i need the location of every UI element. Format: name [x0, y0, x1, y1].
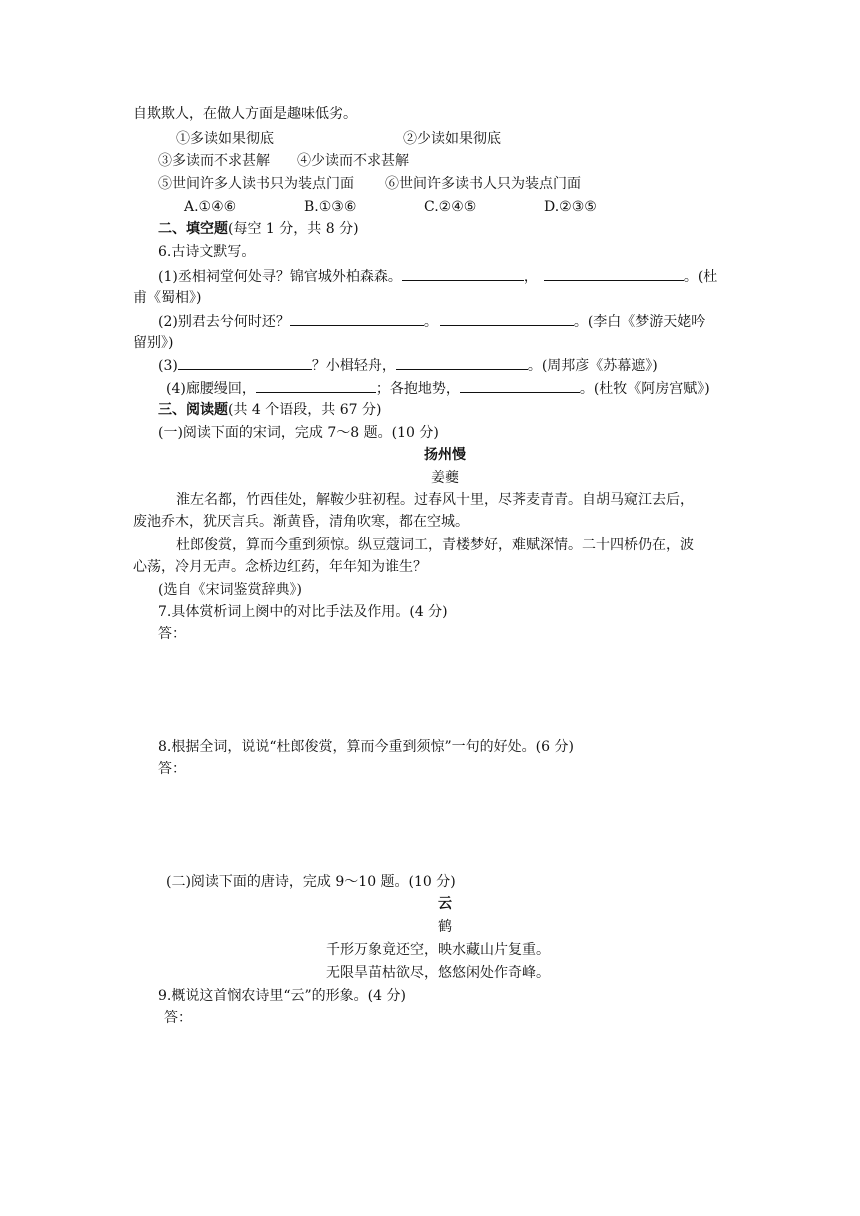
- q5-option-b: B.①③⑥: [304, 199, 357, 215]
- part1-intro: (一)阅读下面的宋词，完成 7～8 题。(10 分): [158, 425, 439, 441]
- q6-line-4-cite: 。(杜牧《阿房宫赋》): [579, 381, 710, 397]
- answer-blank-8[interactable]: [460, 378, 580, 393]
- q6-line-2-sep: 。: [423, 314, 438, 330]
- q6-line-2-text: (2)别君去兮何时还？: [158, 314, 290, 330]
- q5-option-a: A.①④⑥: [184, 199, 237, 215]
- poem1-para1-line1: 淮左名都，竹西佳处，解鞍少驻初程。过春风十里，尽荠麦青青。自胡马窥江去后，: [176, 492, 694, 508]
- q6-line-2: [158, 311, 705, 332]
- section2-note: (每空 1 分，共 8 分): [228, 221, 359, 237]
- answer-blank-1[interactable]: [402, 266, 524, 281]
- poem2-author: 鹤: [438, 919, 452, 935]
- q5-item-2: ②少读如果彻底: [403, 131, 501, 147]
- q7-answer-label: 答：: [158, 626, 186, 642]
- section3-note: (共 4 个语段，共 67 分): [228, 402, 382, 418]
- q5-item-1: ①多读如果彻底: [176, 131, 274, 147]
- q7-prompt: 7.具体赏析词上阕中的对比手法及作用。(4 分): [158, 604, 448, 620]
- q5-item-4: ④少读而不求甚解: [297, 153, 409, 169]
- q5-option-d: D.②③⑤: [544, 199, 597, 215]
- q6-prompt: 6.古诗文默写。: [158, 244, 256, 260]
- q5-tail-text: 自欺欺人，在做人方面是趣味低劣。: [133, 106, 357, 122]
- poem1-para2-line1: 杜郎俊赏，算而今重到须惊。纵豆蔻词工，青楼梦好，难赋深情。二十四桥仍在，波: [176, 537, 694, 553]
- q5-option-c: C.②④⑤: [424, 199, 477, 215]
- answer-blank-2[interactable]: [544, 266, 684, 281]
- q6-line-4-mid: ；各抱地势，: [375, 381, 460, 397]
- q6-line-4-text: (4)廊腰缦回，: [166, 381, 256, 397]
- q6-line-4: [166, 378, 710, 399]
- poem2-title: 云: [438, 896, 452, 912]
- q6-line-1-cite: 。(杜: [683, 269, 718, 285]
- q6-line-1-text: (1)丞相祠堂何处寻？锦官城外柏森森。: [158, 269, 402, 285]
- answer-blank-6[interactable]: [396, 355, 528, 370]
- answer-blank-7[interactable]: [256, 378, 376, 393]
- q5-item-5: ⑤世间许多人读书只为装点门面: [158, 176, 354, 192]
- poem2-line-1: 千形万象竟还空，映水藏山片复重。: [326, 942, 550, 958]
- q8-prompt: 8.根据全词，说说“杜郎俊赏，算而今重到须惊”一句的好处。(6 分): [158, 739, 574, 755]
- q9-answer-label: 答：: [164, 1010, 192, 1026]
- answer-blank-3[interactable]: [290, 311, 424, 326]
- poem1-source: (选自《宋词鉴赏辞典》): [158, 582, 302, 598]
- q8-answer-label: 答：: [158, 761, 186, 777]
- q6-line-3-text: ？小楫轻舟，: [311, 358, 396, 374]
- q9-prompt: 9.概说这首悯农诗里“云”的形象。(4 分): [158, 988, 406, 1004]
- poem1-para1-line2: 废池乔木，犹厌言兵。渐黄昏，清角吹寒，都在空城。: [133, 514, 469, 530]
- q6-line-2-cont: 留别》): [133, 335, 174, 351]
- q6-line-2-cite: 。(李白《梦游天姥吟: [573, 314, 706, 330]
- section3-heading: [158, 400, 381, 420]
- answer-blank-4[interactable]: [440, 311, 574, 326]
- q6-line-1-sep: ，: [523, 269, 538, 285]
- q5-item-3: ③多读而不求甚解: [158, 153, 270, 169]
- poem1-para2-line2: 心荡，冷月无声。念桥边红药，年年知为谁生？: [133, 559, 427, 575]
- q6-line-3: [158, 355, 658, 376]
- q6-line-3-num: (3): [158, 358, 178, 374]
- answer-blank-5[interactable]: [178, 355, 312, 370]
- q6-line-1: [158, 266, 717, 287]
- section3-title: 三、阅读题: [158, 402, 228, 418]
- part2-intro: (二)阅读下面的唐诗，完成 9～10 题。(10 分): [166, 874, 456, 890]
- q5-item-6: ⑥世间许多读书人只为装点门面: [385, 176, 581, 192]
- q6-line-1-cont: 甫《蜀相》): [133, 290, 202, 306]
- poem1-author: 姜夔: [431, 470, 459, 486]
- section2-heading: [158, 219, 359, 239]
- poem2-line-2: 无限旱苗枯欲尽，悠悠闲处作奇峰。: [326, 965, 550, 981]
- poem1-title: 扬州慢: [424, 447, 466, 463]
- section2-title: 二、填空题: [158, 221, 228, 237]
- q6-line-3-cite: 。(周邦彦《苏幕遮》): [527, 358, 658, 374]
